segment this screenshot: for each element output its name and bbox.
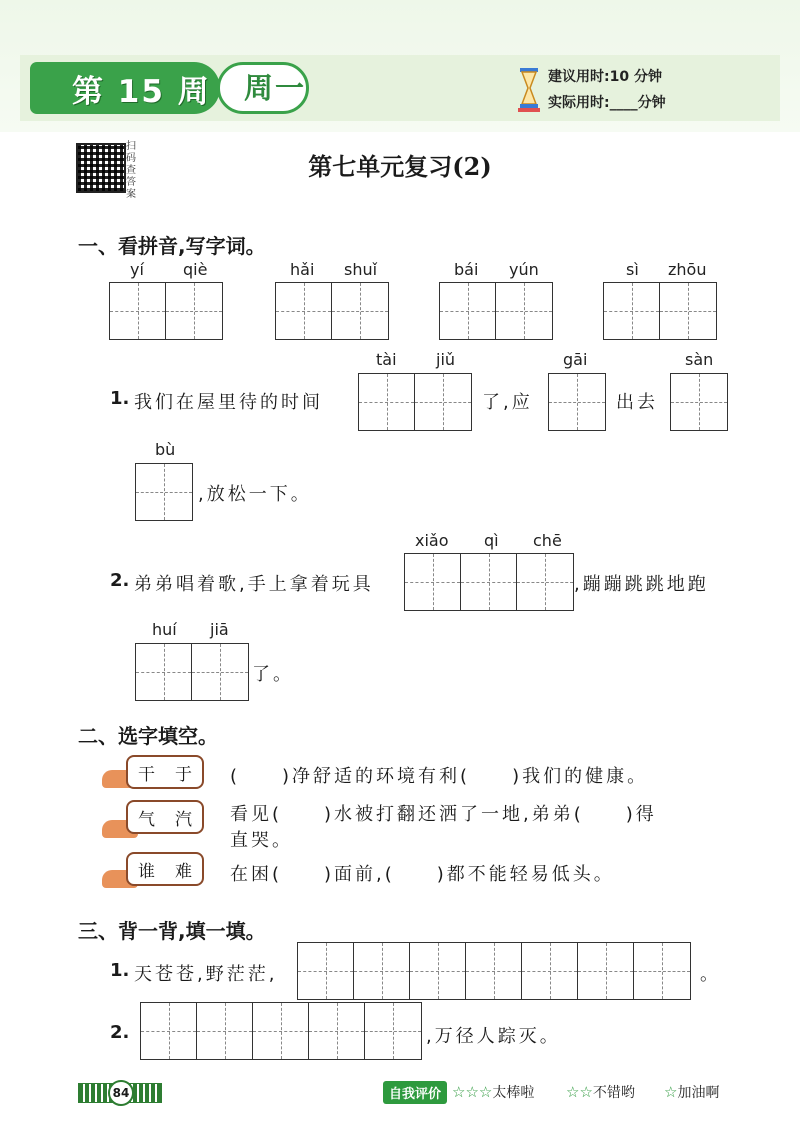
eval-level-3[interactable]: [664, 1082, 719, 1102]
pinyin: sì: [626, 260, 639, 279]
eval-level-label: 不错哟: [592, 1085, 635, 1101]
writing-grid[interactable]: [275, 282, 389, 340]
pinyin: hǎi: [290, 260, 315, 279]
pinyin: tài: [376, 350, 397, 369]
fill-sentence-continued: 直哭。: [230, 830, 293, 851]
fill-sentence: 在困( )面前,( )都不能轻易低头。: [230, 864, 615, 885]
writing-grid[interactable]: [135, 643, 249, 701]
option-char: 于: [175, 764, 192, 785]
question-number: 2.: [110, 570, 130, 591]
star-icon: ☆☆☆: [452, 1083, 493, 1101]
question-number: 1.: [110, 388, 130, 409]
section1-heading: 一、看拼音,写字词。: [78, 234, 266, 258]
writing-grid[interactable]: [109, 282, 223, 340]
writing-grid[interactable]: [603, 282, 717, 340]
question-text: 了,应: [482, 392, 533, 413]
day-label: 周一: [244, 71, 307, 105]
question-text: 了。: [252, 664, 294, 685]
eval-level-1[interactable]: [452, 1082, 534, 1102]
writing-grid[interactable]: [135, 463, 193, 521]
option-box: [126, 852, 204, 886]
option-char: 汽: [175, 809, 192, 830]
star-icon: ☆: [664, 1083, 678, 1101]
star-icon: ☆☆: [566, 1083, 593, 1101]
fill-sentence: 看见( )水被打翻还洒了一地,弟弟( )得: [230, 804, 657, 825]
question-text: ,万径人踪灭。: [426, 1026, 561, 1047]
question-text: 。: [700, 964, 721, 985]
question-text: 我们在屋里待的时间: [134, 392, 323, 413]
pinyin: jiǔ: [436, 350, 456, 369]
question-text: ,放松一下。: [198, 484, 312, 505]
section3-heading: 三、背一背,填一填。: [78, 919, 266, 943]
time-info: [548, 66, 666, 112]
pinyin: shuǐ: [344, 260, 378, 279]
option-char: 谁: [138, 861, 155, 882]
pinyin: qì: [484, 531, 499, 550]
question-text: 弟弟唱着歌,手上拿着玩具: [134, 574, 374, 595]
writing-grid[interactable]: [548, 373, 606, 431]
pinyin: sàn: [685, 350, 714, 369]
option-box: [126, 755, 204, 789]
page-number: 84: [108, 1080, 134, 1106]
option-box: [126, 800, 204, 834]
option-char: 气: [138, 809, 155, 830]
page-title: 第七单元复习(2): [308, 152, 492, 181]
hourglass-icon: [518, 66, 540, 112]
pinyin: chē: [533, 531, 562, 550]
pinyin: gāi: [563, 350, 588, 369]
week-label: 第 15 周: [72, 74, 211, 110]
writing-grid[interactable]: [140, 1002, 422, 1060]
writing-grid[interactable]: [404, 553, 574, 611]
actual-time: 实际用时:____分钟: [548, 95, 666, 111]
section2-heading: 二、选字填空。: [78, 724, 218, 748]
writing-grid[interactable]: [439, 282, 553, 340]
pinyin: bù: [155, 440, 176, 459]
eval-level-2[interactable]: [566, 1082, 635, 1102]
eval-level-label: 加油啊: [677, 1085, 720, 1101]
pinyin: jiā: [210, 620, 229, 639]
question-number: 1.: [110, 960, 130, 981]
option-char: 难: [175, 861, 192, 882]
pinyin: bái: [454, 260, 479, 279]
qr-label: 扫码查答案: [126, 141, 136, 200]
question-number: 2.: [110, 1022, 130, 1043]
writing-grid[interactable]: [297, 942, 691, 1000]
pinyin: qiè: [183, 260, 208, 279]
pinyin: zhōu: [668, 260, 707, 279]
option-char: 干: [138, 764, 155, 785]
eval-level-label: 太棒啦: [492, 1085, 535, 1101]
question-text: ,蹦蹦跳跳地跑: [574, 574, 709, 595]
pinyin: yí: [130, 260, 144, 279]
suggested-time: 建议用时:10 分钟: [548, 69, 662, 85]
pinyin: xiǎo: [415, 531, 449, 550]
pinyin: huí: [152, 620, 177, 639]
question-text: 天苍苍,野茫茫,: [134, 964, 278, 985]
writing-grid[interactable]: [358, 373, 472, 431]
self-eval-label: 自我评价: [383, 1081, 447, 1104]
writing-grid[interactable]: [670, 373, 728, 431]
question-text: 出去: [616, 392, 658, 413]
pinyin: yún: [509, 260, 539, 279]
fill-sentence: ( )净舒适的环境有利( )我们的健康。: [230, 766, 649, 787]
